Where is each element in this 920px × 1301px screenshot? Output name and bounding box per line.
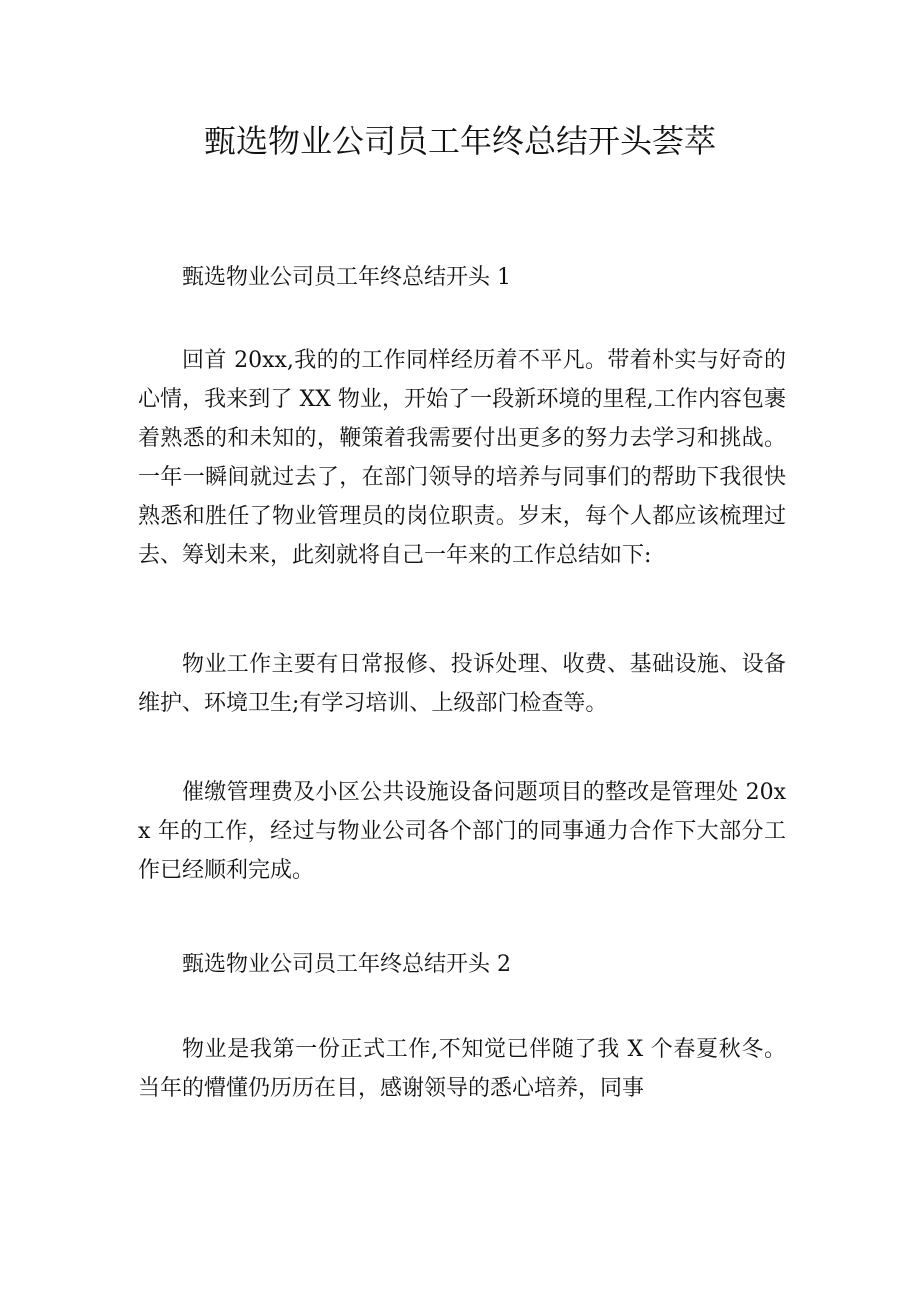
- paragraph: 催缴管理费及小区公共设施设备问题项目的整改是管理处 20xx 年的工作，经过与物业公司各个部门的同事通力合作下大部分工作已经顺利完成。: [138, 780, 786, 883]
- section-heading-2: 甄选物业公司员工年终总结开头 2: [182, 952, 511, 977]
- document-title: 甄选物业公司员工年终总结开头荟萃: [203, 122, 716, 160]
- paragraph: 物业工作主要有日常报修、投诉处理、收费、基础设施、设备维护、环境卫生;有学习培训、上级部门检查等。: [138, 652, 786, 716]
- paragraph: 物业是我第一份正式工作,不知觉已伴随了我 X 个春夏秋冬。当年的懵懂仍历历在目，感谢领导的悉心培养，同事: [138, 1037, 786, 1101]
- section-heading-1: 甄选物业公司员工年终总结开头 1: [182, 265, 511, 290]
- paragraph: 回首 20xx,我的的工作同样经历着不平凡。带着朴实与好奇的心情，我来到了 XX 物业，开始了一段新环境的里程,工作内容包裹着熟悉的和未知的，鞭策着我需要付出更多的努力去学习和挑战。一年一瞬间就过去了，在部门领导的培养与同事们的帮助下我很快熟悉和胜任了物业管理员的岗位职责。岁末，每个人都应该梳理过去、筹划未来，此刻就将自己一年来的工作总结如下:: [138, 348, 786, 568]
